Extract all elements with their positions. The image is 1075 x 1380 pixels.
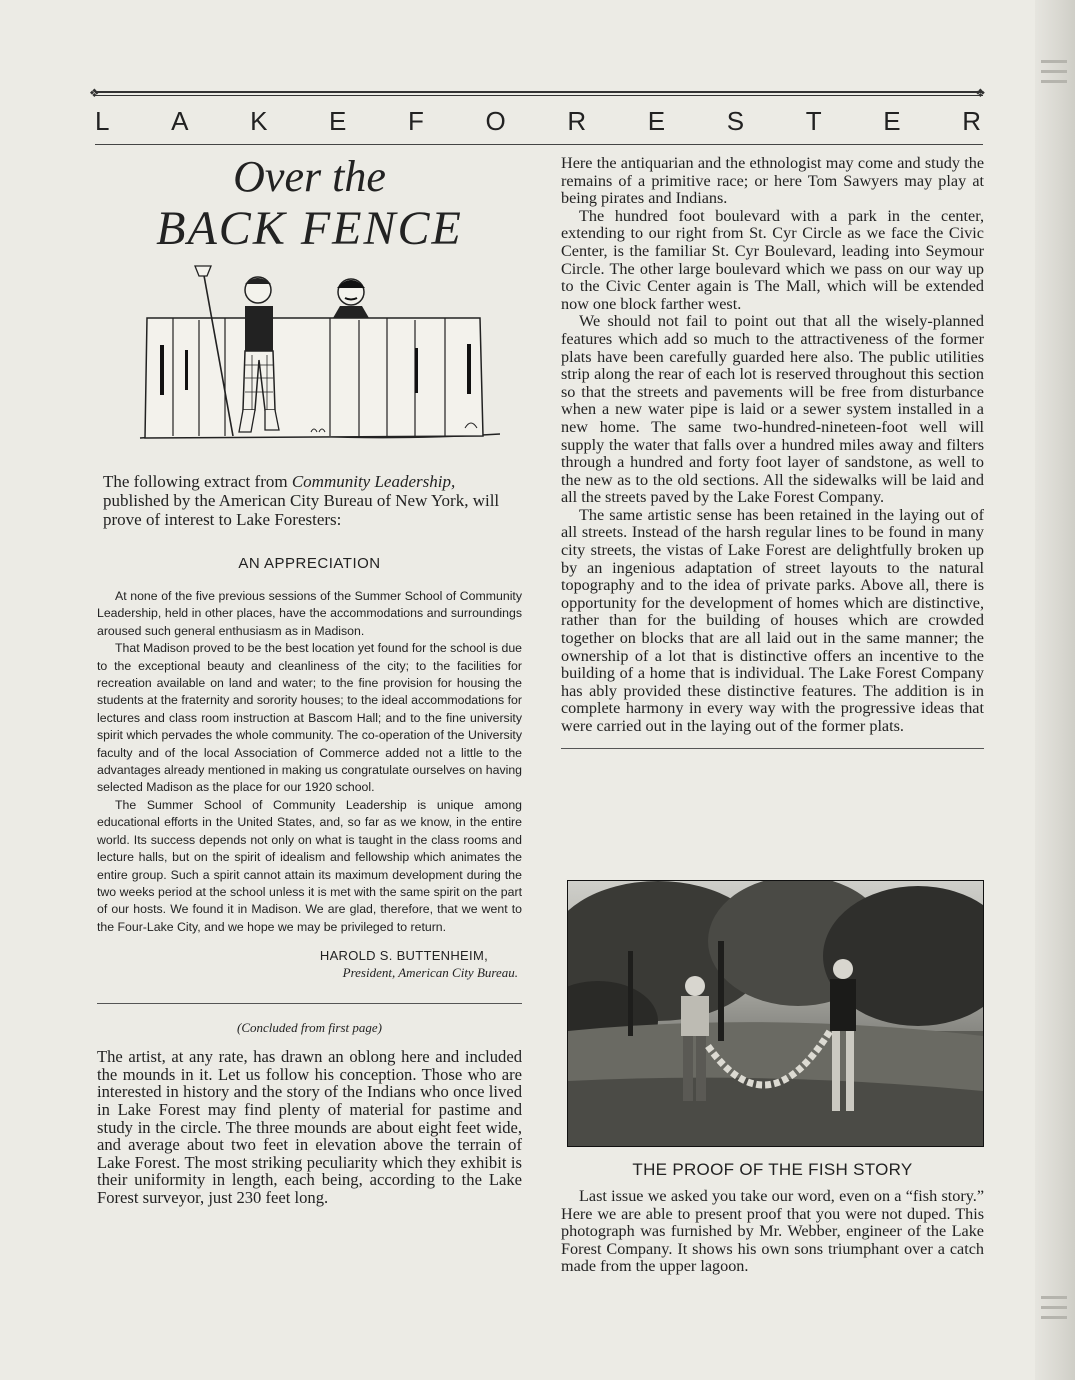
article-paragraph: Here the antiquarian and the ethnologist may come and study the remains of a primitive race; or here Tom Sawyers may play at being pirates and Indians. (561, 154, 984, 208)
appreciation-paragraph: That Madison proved to be the best location yet found for the school is due to the exceptional beauty and cleanliness of the city; to the facilities for recreation available on land and water; to the fine provision for housing the students at the fraternity and sorority houses; to the ideal accommodations for lectures and class room instruction at Bascom Hall; and to the fine university spirit which pervades the whole community. The co-operation of the University faculty and of the local Association of Commerce added not a little to the advantages already mentioned in making us congratulate ourselves on having selected Madison as the place for our 1920 school. (97, 641, 522, 795)
section-divider (561, 748, 984, 749)
edge-mark (1041, 60, 1067, 63)
masthead-letter: F (408, 105, 426, 136)
fish-story-photo (567, 880, 984, 1147)
masthead-top-rule (95, 91, 983, 93)
article-paragraph: The hundred foot boulevard with a park in the center, extending to our right from St. Cyr Circle as we face the Civic Center, is the familiar St. Cyr Boulevard, leading into Seymour Circle. The other large boulevard which we pass on our way up to the Civic Center again is The Mall, which will be extended now one block farther west. (561, 206, 984, 313)
appreciation-body (97, 588, 522, 936)
back-fence-illustration (115, 260, 505, 450)
appreciation-heading: AN APPRECIATION (238, 555, 381, 572)
intro-before: The following extract from (103, 472, 292, 491)
feature-title (97, 152, 522, 256)
intro-after: published by the American City Bureau of New York, will prove of interest to Lake Foresters: (103, 491, 500, 529)
signature-name: HAROLD S. BUTTENHEIM, (319, 948, 488, 964)
masthead-title (95, 104, 983, 138)
masthead-bottom-rule (95, 144, 983, 145)
concluded-label: (Concluded from first page) (236, 1020, 383, 1036)
masthead-top-rule-thin (95, 95, 983, 96)
feature-title-line1: Over the (233, 152, 386, 201)
ornament-right-icon: ❖ (975, 86, 986, 100)
appreciation-paragraph: At none of the five previous sessions of the Summer School of Community Leadership, held in other places, have the accommodations and surroundings aroused such general enthusiasm as in Madison. (97, 589, 522, 638)
masthead-letter: A (171, 105, 191, 136)
photo-image (568, 881, 983, 1146)
feature-title-line2: BACK FENCE (156, 202, 463, 255)
masthead-letter: T (805, 105, 824, 136)
left-column (97, 148, 522, 1206)
masthead-letter: E (647, 105, 668, 136)
continued-paragraph: The artist, at any rate, has drawn an oblong here and included the mounds in it. Let us follow his conception. Those who are interested in history and the story of the Indians who once lived in Lake Forest may find plenty of material for pastime and study in the circle. The three mounds are about eight feet wide, and average about two feet in elevation above the terrain of Lake Forest. The most striking peculiarity which they exhibit is their uniformity in length, each being, according to the Lake Forest surveyor, just 230 feet long. (97, 1047, 522, 1207)
appreciation-paragraph: The Summer School of Community Leadership is unique among educational efforts in the United States, and, so far as we know, in the entire world. Its success depends not only on what is taught in the class rooms and lecture halls, but on the spirit of idealism and fellowship which animates the entire group. Such a spirit cannot attain its maximum development during the two weeks period at the school unless it is met with the same spirit on the part of our hosts. We found it in Madison. We are glad, therefore, that we went to the Four-Lake City, and we hope we may be privileged to return. (97, 797, 522, 934)
fish-story-paragraph: Last issue we asked you take our word, even on a “fish story.” Here we are able to present proof that you were not duped. This photograph was furnished by Mr. Webber, engineer of the Lake Forest Company. It shows his own sons triumphant over a catch made from the upper lagoon. (561, 1187, 984, 1276)
edge-mark (1041, 1316, 1067, 1319)
masthead-letter: E (329, 105, 349, 136)
edge-mark (1041, 80, 1067, 83)
photo-caption: THE PROOF OF THE FISH STORY (632, 1160, 913, 1179)
article-paragraph: The same artistic sense has been retained in the laying out of all streets. Instead of the harsh regular lines to be found in many city streets, the vistas of Lake Forest are delightfully broken up by an ingenious adaptation of street layouts to the natural topography and to the idea of private parks. Above all, there is opportunity for the development of homes which are distinctive, rather than for the building of houses which are crowded together on blocks that are all laid out in the same manner; the ownership of a lot that is distinctive offers an incentive to the building of a home that is individual. The Lake Forest Company has ably provided these distinctive features. The addition is in complete harmony in every way with the progressive ideas that were carried out in the laying out of the former plats. (561, 505, 984, 735)
masthead-letter: E (883, 105, 903, 136)
masthead-letter: K (250, 105, 270, 136)
ornament-left-icon: ❖ (89, 86, 100, 100)
section-divider (97, 1003, 522, 1004)
signature-title: President, American City Bureau. (342, 965, 518, 981)
intro-paragraph (103, 472, 522, 529)
edge-mark (1041, 1306, 1067, 1309)
edge-mark (1041, 70, 1067, 73)
right-column (561, 155, 984, 749)
masthead-letter: O (485, 105, 508, 136)
masthead-letter: R (962, 105, 983, 136)
masthead-letter: S (726, 105, 747, 136)
publication-name: Community Leadership, (291, 472, 456, 491)
article-paragraph: We should not fail to point out that all the wisely-planned features which add so much to the attractiveness of the former plats have been carefully guarded here also. The public utilities strip along the rear of each lot is reserved throughout this section so that the streets and pavements will be free from disturbance when a new water pipe is laid or a sewer system installed in a new home. The same two-hundred-nineteen-foot well will supply the water that falls over a hundred miles away and filters through a hundred and forty foot layer of sandstone, as well to the new as to the old sections. All the sidewalks will be laid and all the streets paved by the Lake Forest Company. (561, 312, 984, 507)
masthead-letter: L (95, 105, 112, 136)
masthead-letter: R (567, 105, 589, 136)
edge-mark (1041, 1296, 1067, 1299)
page-binding-edge (1035, 0, 1075, 1380)
